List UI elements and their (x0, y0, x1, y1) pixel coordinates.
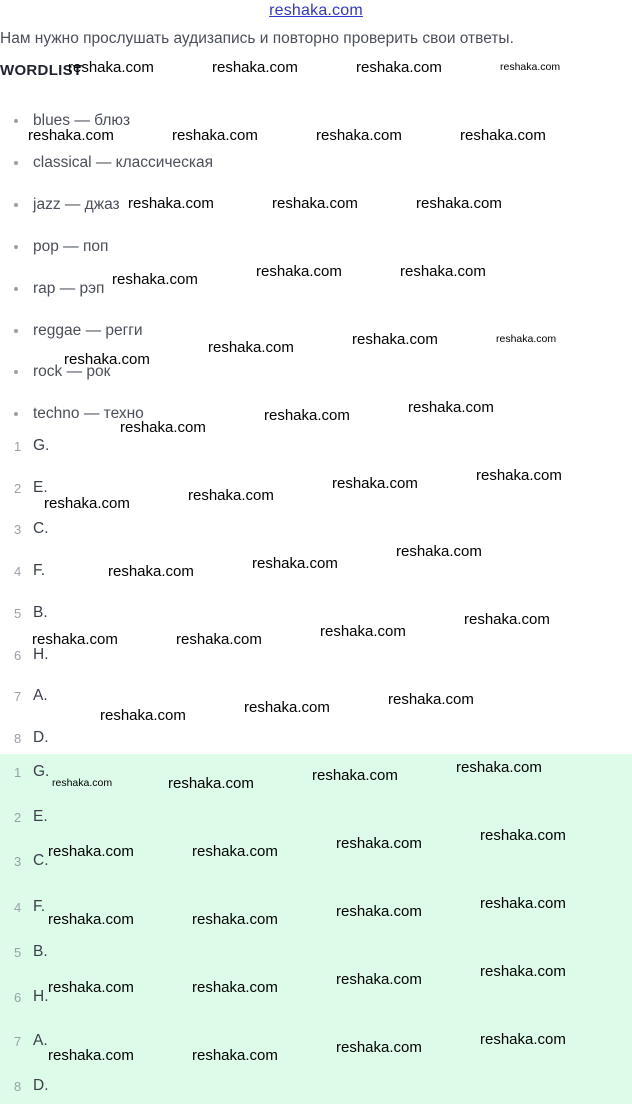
watermark: reshaka.com (212, 59, 298, 76)
watermark: reshaka.com (476, 467, 562, 484)
wordlist-item-text: blues — блюз (33, 112, 131, 129)
answer-letter: C. (33, 520, 49, 537)
answer-letter: F. (33, 562, 46, 579)
watermark: reshaka.com (408, 399, 494, 416)
watermark: reshaka.com (464, 611, 550, 628)
watermark: reshaka.com (44, 495, 130, 512)
answer-letter: F. (33, 898, 46, 915)
watermark: reshaka.com (388, 691, 474, 708)
answer-row (14, 436, 49, 456)
watermark: reshaka.com (500, 61, 561, 73)
watermark: reshaka.com (192, 979, 278, 996)
watermark: reshaka.com (108, 563, 194, 580)
answer-row (14, 519, 49, 539)
checked-answer-row (14, 807, 48, 827)
checked-answer-row (14, 762, 49, 782)
answer-letter: E. (33, 808, 48, 825)
answer-letter: H. (33, 646, 49, 663)
watermark: reshaka.com (188, 487, 274, 504)
checked-answer-row (14, 987, 49, 1007)
answer-letter: C. (33, 852, 49, 869)
checked-answer-row (14, 897, 45, 917)
answer-row (14, 728, 49, 748)
answer-number: 1 (14, 438, 22, 454)
wordlist-item (14, 153, 213, 173)
wordlist-item-text: rap — рэп (33, 280, 105, 297)
answer-number: 7 (14, 1033, 22, 1049)
watermark: reshaka.com (416, 195, 502, 212)
watermark: reshaka.com (256, 263, 342, 280)
watermark: reshaka.com (48, 979, 134, 996)
wordlist-heading: WORDLIST (0, 62, 83, 79)
watermark: reshaka.com (336, 971, 422, 988)
watermark: reshaka.com (316, 127, 402, 144)
watermark: reshaka.com (480, 963, 566, 980)
answer-letter: D. (33, 1077, 49, 1094)
watermark: reshaka.com (460, 127, 546, 144)
watermark: reshaka.com (48, 843, 134, 860)
wordlist-item-text: jazz — джаз (33, 196, 120, 213)
watermark: reshaka.com (320, 623, 406, 640)
watermark: reshaka.com (28, 127, 114, 144)
answer-letter: H. (33, 988, 49, 1005)
answer-number: 8 (14, 730, 22, 746)
watermark: reshaka.com (312, 767, 398, 784)
watermark: reshaka.com (356, 59, 442, 76)
answer-letter: A. (33, 1032, 48, 1049)
answer-number: 2 (14, 480, 22, 496)
watermark: reshaka.com (52, 777, 113, 789)
wordlist-item-text: pop — поп (33, 238, 109, 255)
watermark: reshaka.com (264, 407, 350, 424)
watermark: reshaka.com (244, 699, 330, 716)
watermark: reshaka.com (192, 843, 278, 860)
answer-number: 8 (14, 1078, 22, 1094)
wordlist-item-text: reggae — регги (33, 322, 143, 339)
bullet-icon (14, 370, 18, 374)
watermark: reshaka.com (68, 59, 154, 76)
bullet-icon (14, 412, 18, 416)
answer-row (14, 561, 45, 581)
wordlist-item (14, 195, 120, 215)
answer-number: 4 (14, 899, 22, 915)
checked-answer-row (14, 1031, 48, 1051)
answer-number: 5 (14, 944, 22, 960)
watermark: reshaka.com (480, 1031, 566, 1048)
checked-answer-row (14, 851, 49, 871)
watermark: reshaka.com (176, 631, 262, 648)
watermark: reshaka.com (496, 333, 557, 345)
answer-letter: G. (33, 763, 50, 780)
answer-letter: B. (33, 943, 48, 960)
bullet-icon (14, 245, 18, 249)
watermark: reshaka.com (172, 127, 258, 144)
wordlist-item (14, 279, 104, 299)
answer-row (14, 645, 49, 665)
bullet-icon (14, 287, 18, 291)
answer-letter: E. (33, 479, 48, 496)
wordlist-item-text: rock — рок (33, 363, 111, 380)
answer-number: 3 (14, 521, 22, 537)
wordlist-item (14, 321, 143, 341)
watermark: reshaka.com (120, 419, 206, 436)
answer-letter: B. (33, 604, 48, 621)
watermark: reshaka.com (456, 759, 542, 776)
watermark: reshaka.com (272, 195, 358, 212)
answer-number: 5 (14, 605, 22, 621)
instruction-text: Нам нужно прослушать аудизапись и повторно проверить свои ответы. (0, 30, 514, 47)
wordlist-item (14, 237, 108, 257)
watermark: reshaka.com (168, 775, 254, 792)
answer-row (14, 478, 48, 498)
answer-number: 4 (14, 563, 22, 579)
watermark: reshaka.com (100, 707, 186, 724)
wordlist-item-text: classical — классическая (33, 154, 214, 171)
watermark: reshaka.com (112, 271, 198, 288)
watermark: reshaka.com (480, 895, 566, 912)
watermark: reshaka.com (192, 1047, 278, 1064)
watermark: reshaka.com (336, 1039, 422, 1056)
watermark: reshaka.com (332, 475, 418, 492)
watermark: reshaka.com (352, 331, 438, 348)
bullet-icon (14, 203, 18, 207)
watermark: reshaka.com (48, 1047, 134, 1064)
watermark: reshaka.com (64, 351, 150, 368)
watermark: reshaka.com (336, 835, 422, 852)
answer-number: 2 (14, 809, 22, 825)
watermark: reshaka.com (208, 339, 294, 356)
wordlist-item-text: techno — техно (33, 405, 144, 422)
watermark: reshaka.com (48, 911, 134, 928)
checked-answer-row (14, 1076, 49, 1096)
watermark: reshaka.com (192, 911, 278, 928)
answer-number: 7 (14, 688, 22, 704)
answer-number: 1 (14, 764, 22, 780)
answer-number: 6 (14, 647, 22, 663)
watermark: reshaka.com (480, 827, 566, 844)
bullet-icon (14, 119, 18, 123)
watermark: reshaka.com (128, 195, 214, 212)
watermark: reshaka.com (396, 543, 482, 560)
answer-letter: D. (33, 729, 49, 746)
bullet-icon (14, 161, 18, 165)
watermark: reshaka.com (252, 555, 338, 572)
answer-number: 3 (14, 853, 22, 869)
answer-row (14, 603, 48, 623)
site-link[interactable]: reshaka.com (269, 2, 363, 19)
answer-letter: G. (33, 437, 50, 454)
answer-letter: A. (33, 687, 48, 704)
checked-answer-row (14, 942, 48, 962)
bullet-icon (14, 329, 18, 333)
answer-number: 6 (14, 989, 22, 1005)
watermark: reshaka.com (400, 263, 486, 280)
watermark: reshaka.com (336, 903, 422, 920)
watermark: reshaka.com (32, 631, 118, 648)
answer-row (14, 686, 48, 706)
